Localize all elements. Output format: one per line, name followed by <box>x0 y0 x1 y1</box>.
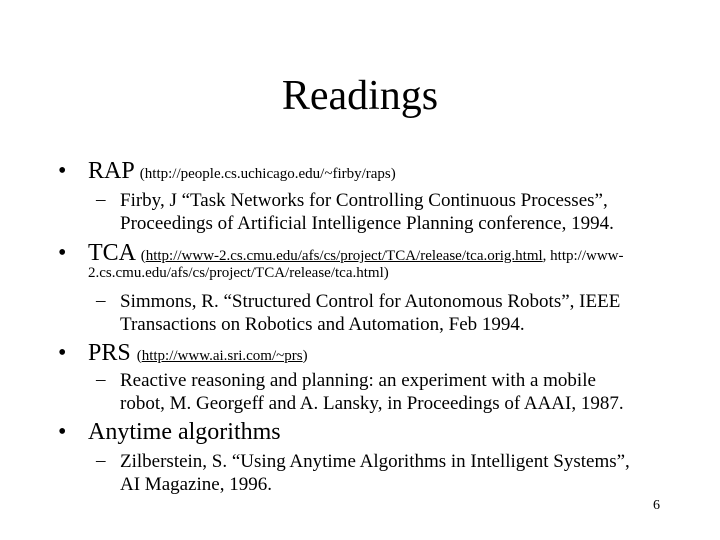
page-number: 6 <box>653 498 660 513</box>
bullet-label: TCA <box>88 240 135 266</box>
bullet-prs <box>88 339 308 370</box>
url-open-paren: ( <box>136 348 142 364</box>
bullet-label: PRS <box>88 340 131 366</box>
bullet-marker: • <box>58 419 67 445</box>
prs-reference-line-2: robot, M. Georgeff and A. Lansky, in Proceedings of AAAI, 1987. <box>120 393 624 414</box>
bullet-label: Anytime algorithms <box>88 419 281 445</box>
tca-orig-link[interactable]: http://www-2.cs.cmu.edu/afs/cs/project/TCA/release/tca.orig.html <box>145 248 543 264</box>
dash-marker: – <box>96 290 106 311</box>
url-close-paren: ) <box>302 348 308 364</box>
bullet-rap <box>88 157 396 188</box>
dash-marker: – <box>96 189 106 210</box>
slide-title: Readings <box>281 73 439 119</box>
bullet-anytime <box>88 418 281 446</box>
dash-marker: – <box>96 369 106 390</box>
bullet-marker: • <box>58 240 67 266</box>
url-open-paren: ( <box>140 248 146 264</box>
rap-url: http://people.cs.uchicago.edu/~firby/raps <box>144 166 391 182</box>
rap-reference-line-2: Proceedings of Artificial Intelligence Planning conference, 1994. <box>120 213 614 234</box>
prs-link[interactable]: http://www.ai.sri.com/~prs <box>141 348 303 364</box>
prs-reference-line-1: Reactive reasoning and planning: an experiment with a mobile <box>120 370 596 391</box>
tca-url-continuation: 2.cs.cmu.edu/afs/cs/project/TCA/release/tca.html) <box>88 265 389 281</box>
tca-reference-line-2: Transactions on Robotics and Automation, Feb 1994. <box>120 314 525 335</box>
bullet-marker: • <box>58 340 67 366</box>
bullet-marker: • <box>58 158 67 184</box>
rap-reference-line-1: Firby, J “Task Networks for Controlling Continuous Processes”, <box>120 190 608 211</box>
anytime-reference-line-1: Zilberstein, S. “Using Anytime Algorithms in Intelligent Systems”, <box>120 451 630 472</box>
tca-url-separator: , http://www- <box>542 248 624 264</box>
url-open-paren: ( <box>139 166 145 182</box>
dash-marker: – <box>96 450 106 471</box>
anytime-reference-line-2: AI Magazine, 1996. <box>120 474 272 495</box>
tca-reference-line-1: Simmons, R. “Structured Control for Autonomous Robots”, IEEE <box>120 291 621 312</box>
url-close-paren: ) <box>390 166 396 182</box>
bullet-label: RAP <box>88 158 134 184</box>
